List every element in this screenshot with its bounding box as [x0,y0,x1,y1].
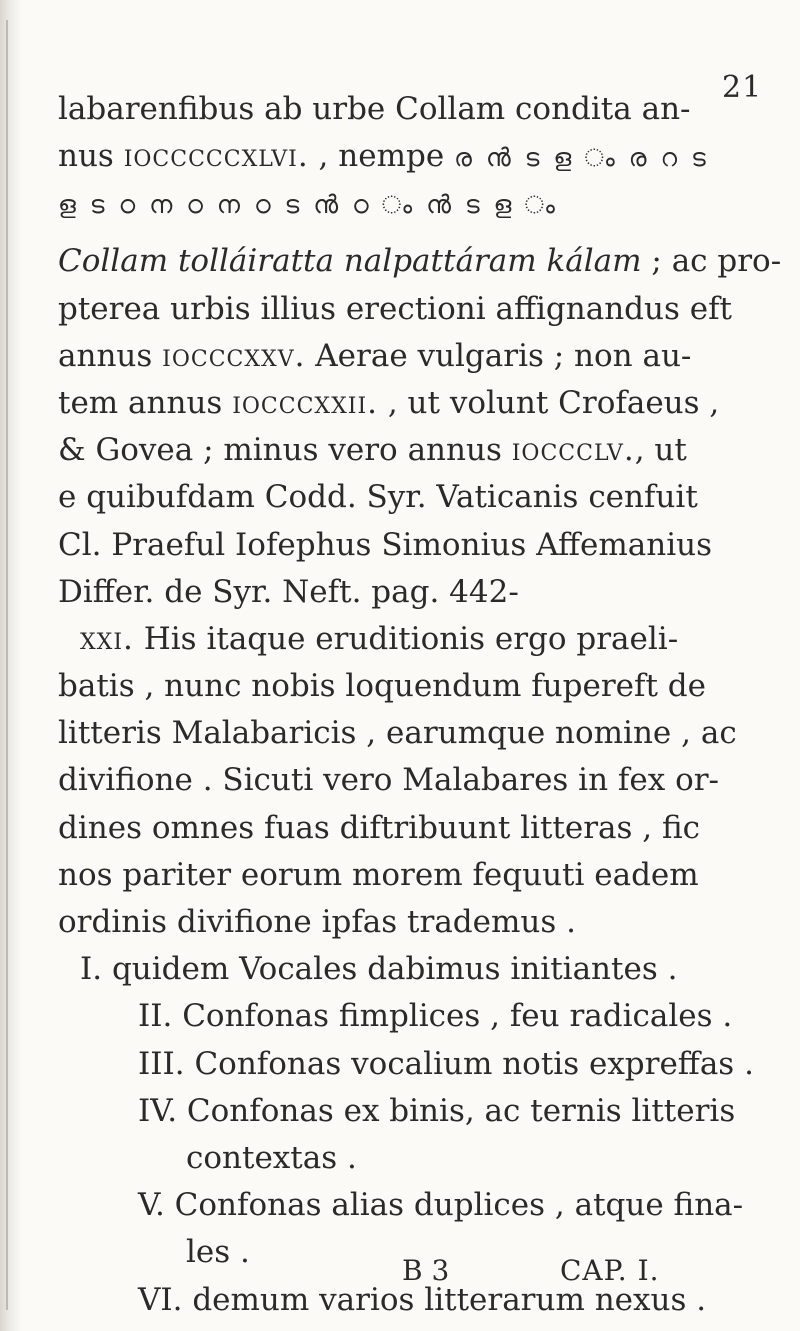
line-text-continued: , ut [634,432,687,469]
text-line [58,133,758,180]
line-text-continued: His itaque eruditionis ergo praeli- [133,620,679,657]
text-line [58,86,758,133]
line-text: II. Confonas fimplices , feu radicales . [138,998,733,1035]
text-line [58,1135,758,1182]
text-line [58,1182,758,1229]
text-line [58,569,758,616]
text-line [58,286,758,333]
line-text: Differ. de Syr. Neft. pag. 442- [58,573,519,610]
text-line [58,946,758,993]
line-text: ordinis divifione ipfas trademus . [58,904,576,940]
catchword: CAP. I. [560,1254,660,1287]
text-line [58,474,758,521]
line-text: dines omnes fuas diftribuunt litteras , fic [58,809,701,846]
malayalam-script: ര ൻ ട ള ം ര റ ട [454,143,709,173]
line-text: nus [58,138,124,175]
text-line [58,852,758,899]
line-text: IV. Confonas ex binis, ac ternis litteris [138,1092,736,1129]
page-binding-edge [0,0,22,1331]
line-text: annus [58,337,163,374]
line-text: batis , nunc nobis loquendum fupereft de [58,668,706,705]
text-line [58,380,758,427]
page-number: 21 [722,70,763,105]
line-text: nos pariter eorum morem fequuti eadem [58,856,699,893]
line-text-continued: Aerae vulgaris ; non au- [305,337,692,374]
text-line [58,616,758,663]
text-line [58,522,758,569]
malayalam-script: ള ട ഠ ന ഠ ന ഠ ട ൻ ഠ ം ൻ ട ള ം [58,190,558,220]
text-line [58,757,758,804]
line-text: III. Confonas vocalium notis expreffas . [138,1045,754,1082]
line-text: pterea urbis illius erectioni affignandus eft [58,290,733,327]
text-line [58,993,758,1040]
text-line [58,899,758,946]
roman-numeral: xxi. [80,620,134,657]
line-text: e quibufdam Codd. Syr. Vaticanis cenfuit [58,479,698,516]
roman-numeral: ioccclv. [511,432,635,469]
line-text: labarenfibus ab urbe Collam condita an- [58,91,691,127]
text-line [58,663,758,710]
binding-line [6,20,8,1310]
line-text: divifione . Sicuti vero Malabares in fex or- [58,762,720,799]
line-text: litteris Malabaricis , earumque nomine , ac [58,715,737,752]
text-line [58,238,782,285]
text-line [58,1041,758,1088]
line-text: contextas . [186,1139,357,1176]
text-line [58,180,758,238]
line-text: VI. demum varios litterarum nexus . [138,1281,707,1318]
line-text: les . [186,1234,250,1271]
line-italic-text: Collam tolláiratta nalpattáram kálam [58,243,642,280]
text-line [58,805,758,852]
line-text: Cl. Praeful Iofephus Simonius Affemanius [58,526,712,563]
line-text: I. quidem Vocales dabimus initiantes . [80,951,678,988]
page-footer [0,1254,800,1294]
signature-mark: B 3 [402,1254,450,1287]
line-text-continued: , ut volunt Crofaeus , [378,384,720,421]
line-text: tem annus [58,384,233,421]
line-text: & Govea ; minus vero annus [58,432,512,469]
roman-numeral: iocccxxv. [162,337,306,374]
roman-numeral: iocccxxii. [232,384,378,421]
line-text-continued: , nempe [308,138,445,175]
text-line [58,710,758,757]
text-line [58,427,758,474]
line-text: V. Confonas alias duplices , atque fina- [138,1187,744,1224]
line-text-continued: ; ac pro- [641,243,782,280]
roman-numeral: iocccccxlvi. [123,138,309,175]
text-line [58,1088,758,1135]
text-line [58,333,758,380]
